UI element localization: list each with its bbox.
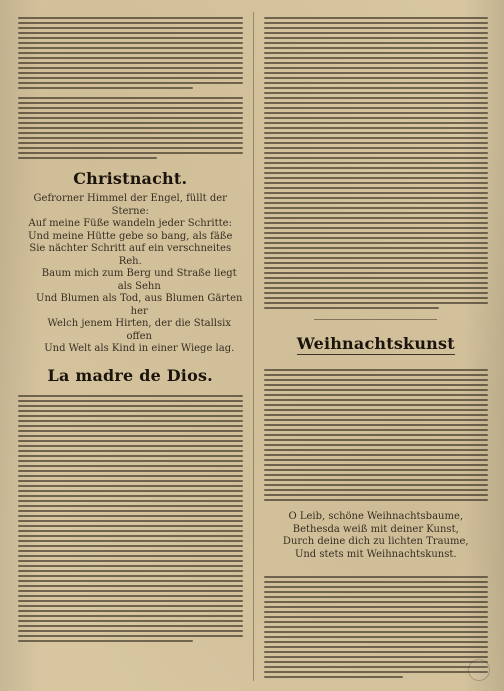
christnacht-heading-wrap (18, 169, 243, 188)
paragraph (18, 390, 243, 642)
poem-line: Auf meine Füße wandeln jeder Schritte: (28, 218, 232, 229)
paragraph (264, 571, 489, 678)
right-column (264, 12, 489, 681)
poem-line: Sie nächter Schritt auf ein verschneites Reh. (29, 243, 232, 267)
page-mark (468, 659, 490, 681)
weihnachtskunst-poem (264, 511, 489, 561)
weihnachtskunst-heading: Weihnachtskunst (296, 334, 455, 353)
poem-line: Und Welt als Kind in einer Wiege lag. (44, 343, 235, 354)
poem-line: Und stets mit Weihnachtskunst. (294, 548, 457, 560)
poem-line: Bethesda weiß mit deiner Kunst, (292, 523, 459, 535)
paragraph (264, 364, 489, 501)
poem-line: Durch deine dich zu lichten Traume, (282, 536, 469, 547)
intro-text-block (18, 12, 243, 159)
poem-line: Und meine Hütte gebe so bang, als fäße (28, 230, 233, 242)
right-text-block-top (264, 12, 489, 309)
poem-line: Gefrorner Himmel der Engel, füllt der Sterne: (33, 193, 227, 217)
poem-line: Welch jenem Hirten, der die Stallsix offen (47, 318, 231, 342)
poem-line: O Leib, schöne Weihnachtsbaume, (288, 511, 464, 522)
christnacht-heading: Christnacht. (73, 169, 188, 188)
poem-line: Und Blumen als Tod, aus Blumen Gärten her (36, 293, 243, 317)
paragraph (18, 92, 243, 159)
la-madre-heading: La madre de Dios. (47, 365, 213, 385)
la-madre-heading-wrap (18, 366, 243, 385)
la-madre-text-block (18, 390, 243, 642)
right-text-block-bottom (264, 571, 489, 678)
left-column (18, 12, 243, 681)
weihnachtskunst-text-block (264, 364, 489, 501)
paragraph (264, 12, 489, 309)
section-rule (314, 319, 437, 320)
weihnachtskunst-heading-wrap (264, 328, 489, 359)
two-column-layout (18, 12, 488, 681)
paragraph (18, 12, 243, 89)
column-divider (253, 12, 254, 681)
christnacht-poem (18, 193, 243, 356)
poem-line: Baum mich zum Berg und Straße liegt als Sehn (41, 268, 237, 292)
